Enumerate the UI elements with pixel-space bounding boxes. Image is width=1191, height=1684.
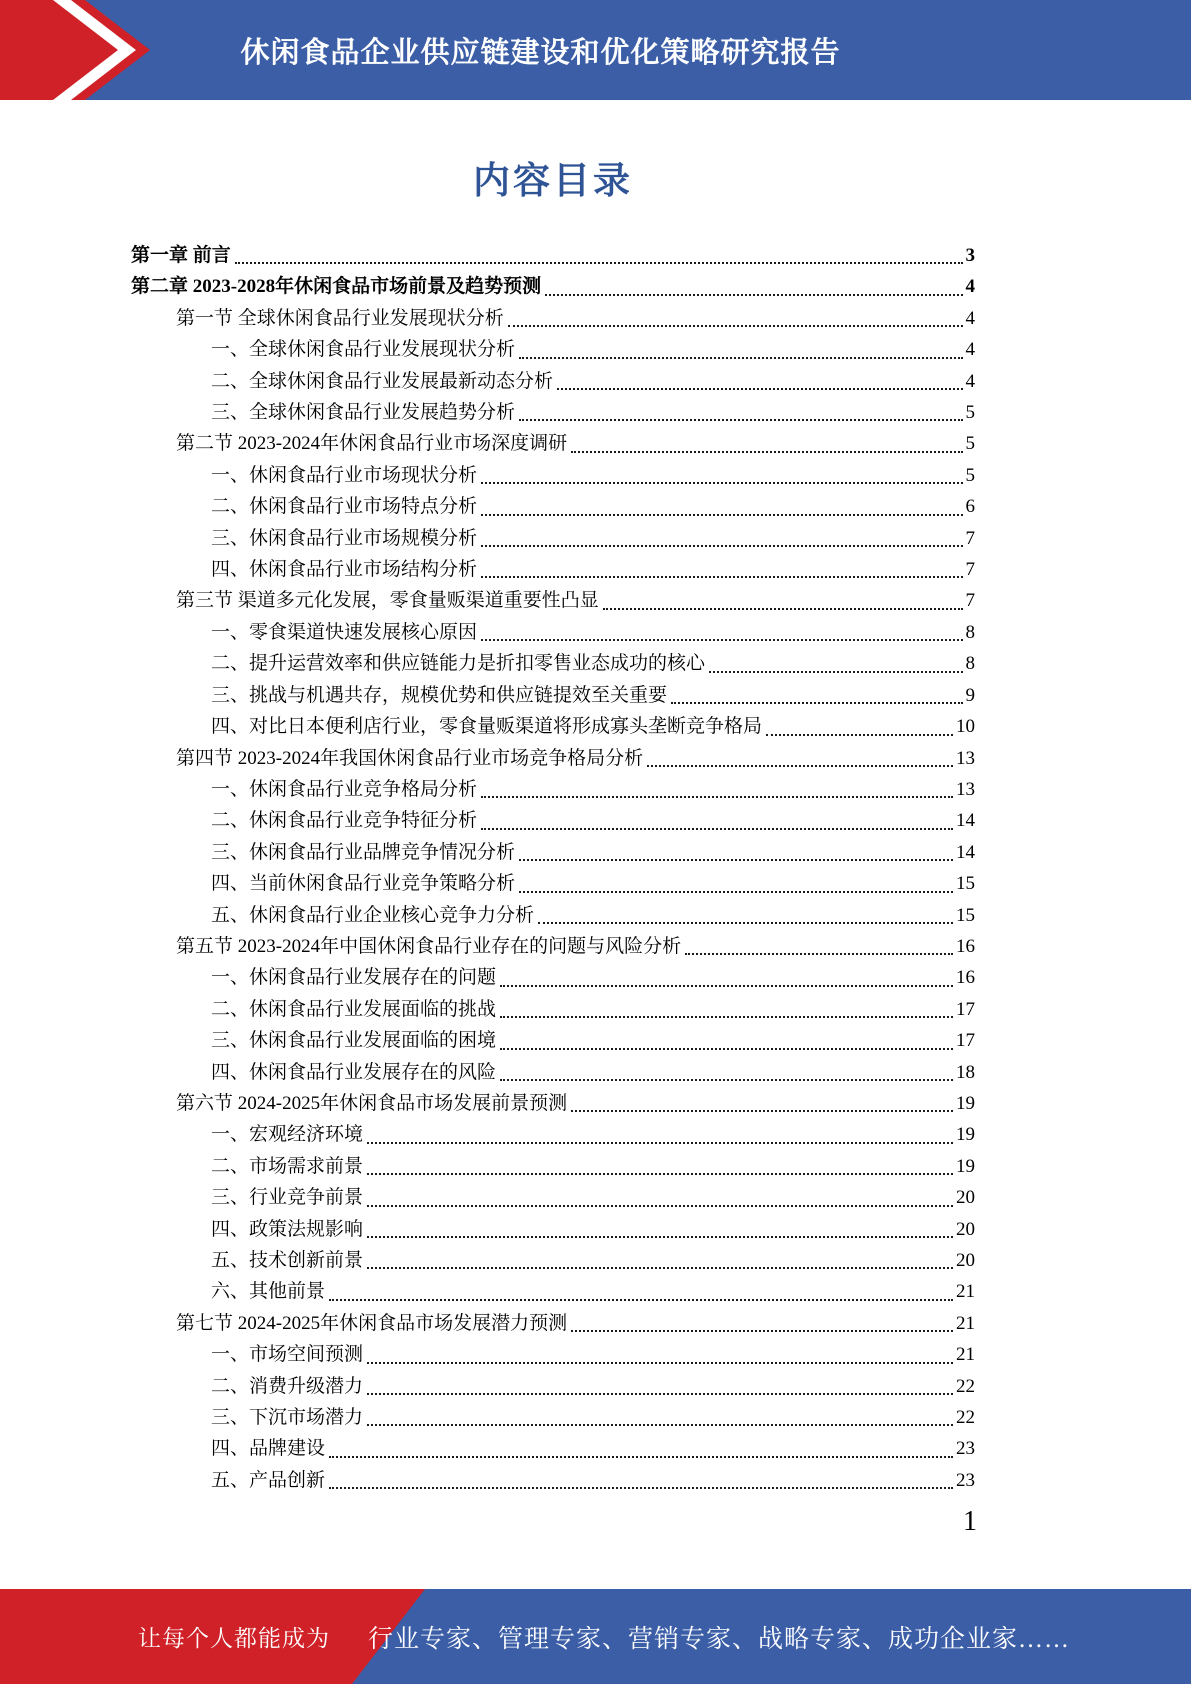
toc-entry-text: 二、休闲食品行业市场特点分析	[211, 496, 478, 518]
toc-entry[interactable]	[131, 1119, 975, 1150]
toc-entry-text: 四、当前休闲食品行业竞争策略分析	[211, 873, 516, 895]
page-header	[0, 0, 1191, 100]
toc-entry[interactable]	[131, 805, 975, 836]
toc-entry[interactable]	[131, 1245, 975, 1276]
toc-dot-leader	[519, 397, 962, 421]
toc-dot-leader	[481, 554, 962, 578]
toc-entry-text: 第一章 前言	[131, 245, 231, 266]
toc-entry-text: 第三节 渠道多元化发展，零食量贩渠道重要性凸显	[176, 590, 599, 612]
toc-entry-page: 8	[965, 653, 975, 675]
toc-entry-page: 5	[965, 433, 975, 455]
toc-dot-leader	[685, 931, 953, 955]
toc-dot-leader	[481, 774, 953, 798]
toc-entry-text: 二、市场需求前景	[211, 1155, 364, 1177]
toc-dot-leader	[481, 460, 962, 484]
toc-entry-text: 一、休闲食品行业市场现状分析	[211, 464, 478, 486]
toc-list	[131, 240, 975, 1496]
toc-entry[interactable]	[131, 523, 975, 554]
toc-entry-text: 一、宏观经济环境	[211, 1124, 364, 1146]
toc-entry-text: 四、品牌建设	[211, 1438, 326, 1460]
toc-entry[interactable]	[131, 397, 975, 428]
toc-entry[interactable]	[131, 743, 975, 774]
toc-dot-leader	[367, 1402, 953, 1426]
toc-entry-page: 14	[956, 810, 975, 832]
toc-entry-text: 一、零食渠道快速发展核心原因	[211, 621, 478, 643]
toc-dot-leader	[481, 523, 962, 547]
page-number: 1	[963, 1506, 977, 1537]
toc-entry[interactable]	[131, 617, 975, 648]
toc-entry-page: 20	[956, 1218, 975, 1240]
toc-entry[interactable]	[131, 271, 975, 302]
toc-entry-text: 三、下沉市场潜力	[211, 1407, 364, 1429]
toc-entry-page: 21	[956, 1312, 975, 1334]
toc-dot-leader	[519, 868, 953, 892]
toc-entry-text: 第一节 全球休闲食品行业发展现状分析	[176, 307, 504, 329]
toc-dot-leader	[367, 1182, 953, 1206]
toc-entry-page: 7	[965, 527, 975, 549]
toc-entry-page: 13	[956, 778, 975, 800]
toc-entry-text: 三、全球休闲食品行业发展趋势分析	[211, 402, 516, 424]
toc-entry-page: 4	[965, 307, 975, 329]
toc-dot-leader	[766, 711, 953, 735]
toc-entry-page: 17	[956, 1030, 975, 1052]
toc-dot-leader	[571, 1308, 953, 1332]
toc-entry-page: 19	[956, 1155, 975, 1177]
toc-entry-page: 23	[956, 1438, 975, 1460]
toc-dot-leader	[519, 837, 953, 861]
toc-entry-page: 17	[956, 998, 975, 1020]
toc-entry-page: 16	[956, 967, 975, 989]
toc-entry[interactable]	[131, 240, 975, 271]
toc-entry-page: 3	[965, 245, 975, 266]
toc-entry[interactable]	[131, 1214, 975, 1245]
toc-entry[interactable]	[131, 1182, 975, 1213]
toc-dot-leader	[545, 271, 962, 295]
toc-entry-page: 9	[965, 684, 975, 706]
footer-slogan-left: 让每个人都能成为	[138, 1626, 330, 1651]
toc-entry-page: 22	[956, 1375, 975, 1397]
toc-entry[interactable]	[131, 962, 975, 993]
toc-dot-leader	[519, 334, 962, 358]
toc-entry-page: 4	[965, 339, 975, 361]
toc-dot-leader	[500, 1057, 953, 1081]
toc-entry[interactable]	[131, 1151, 975, 1182]
page-footer	[0, 1589, 1191, 1684]
toc-dot-leader	[329, 1433, 953, 1457]
toc-entry[interactable]	[131, 711, 975, 742]
toc-entry-page: 14	[956, 841, 975, 863]
toc-entry-page: 8	[965, 621, 975, 643]
toc-dot-leader	[571, 428, 962, 452]
toc-entry[interactable]	[131, 303, 975, 334]
toc-entry-page: 7	[965, 590, 975, 612]
toc-dot-leader	[367, 1151, 953, 1175]
toc-dot-leader	[508, 303, 963, 327]
toc-entry-text: 五、技术创新前景	[211, 1250, 364, 1271]
toc-entry[interactable]	[131, 554, 975, 585]
toc-dot-leader	[329, 1276, 953, 1300]
footer-slogan-right: 行业专家、管理专家、营销专家、战略专家、成功企业家……	[368, 1625, 1071, 1653]
toc-dot-leader	[538, 900, 953, 924]
toc-dot-leader	[367, 1371, 953, 1395]
toc-entry-text: 六、其他前景	[211, 1281, 326, 1303]
toc-entry-page: 15	[956, 873, 975, 895]
toc-entry-page: 22	[956, 1407, 975, 1429]
toc-entry[interactable]	[131, 1339, 975, 1370]
toc-entry-text: 三、休闲食品行业市场规模分析	[211, 527, 478, 549]
toc-entry-text: 第五节 2023-2024年中国休闲食品行业存在的问题与风险分析	[176, 935, 682, 957]
toc-entry[interactable]	[131, 1088, 975, 1119]
toc-entry-page: 19	[956, 1124, 975, 1146]
toc-entry[interactable]	[131, 1025, 975, 1056]
toc-dot-leader	[500, 994, 953, 1018]
toc-entry[interactable]	[131, 585, 975, 616]
report-title: 休闲食品企业供应链建设和优化策略研究报告	[240, 36, 841, 69]
toc-entry-text: 一、休闲食品行业竞争格局分析	[211, 778, 478, 800]
toc-entry-text: 三、休闲食品行业品牌竞争情况分析	[211, 841, 516, 863]
toc-entry-text: 一、全球休闲食品行业发展现状分析	[211, 339, 516, 361]
toc-entry[interactable]	[131, 491, 975, 522]
toc-entry-text: 二、全球休闲食品行业发展最新动态分析	[211, 370, 554, 392]
toc-entry[interactable]	[131, 1433, 975, 1464]
toc-entry[interactable]	[131, 460, 975, 491]
toc-dot-leader	[671, 680, 962, 704]
toc-entry-text: 四、对比日本便利店行业，零食量贩渠道将形成寡头垄断竞争格局	[211, 716, 763, 738]
toc-dot-leader	[647, 743, 953, 767]
toc-dot-leader	[481, 805, 953, 829]
toc-entry[interactable]	[131, 1308, 975, 1339]
toc-dot-leader	[481, 491, 962, 515]
toc-entry-page: 23	[956, 1469, 975, 1491]
toc-entry[interactable]	[131, 994, 975, 1025]
toc-entry-text: 二、休闲食品行业竞争特征分析	[211, 810, 478, 832]
toc-entry-page: 20	[956, 1250, 975, 1271]
toc-entry[interactable]	[131, 900, 975, 931]
toc-entry-page: 4	[965, 370, 975, 392]
toc-entry-text: 二、消费升级潜力	[211, 1375, 364, 1397]
toc-entry[interactable]	[131, 428, 975, 459]
toc-entry-text: 二、休闲食品行业发展面临的挑战	[211, 998, 497, 1020]
toc-entry-page: 15	[956, 904, 975, 926]
toc-entry-page: 4	[965, 276, 975, 298]
toc-entry-text: 第二章 2023-2028年休闲食品市场前景及趋势预测	[131, 276, 542, 298]
toc-entry-page: 6	[965, 496, 975, 518]
toc-dot-leader	[367, 1245, 953, 1269]
toc-entry-text: 三、挑战与机遇共存，规模优势和供应链提效至关重要	[211, 684, 668, 706]
toc-entry[interactable]	[131, 868, 975, 899]
toc-dot-leader	[571, 1088, 953, 1112]
toc-dot-leader	[500, 1025, 953, 1049]
toc-entry[interactable]	[131, 1057, 975, 1088]
toc-entry-text: 五、休闲食品行业企业核心竞争力分析	[211, 904, 535, 926]
toc-dot-leader	[603, 585, 963, 609]
toc-entry[interactable]	[131, 837, 975, 868]
toc-entry-page: 20	[956, 1187, 975, 1209]
toc-entry-page: 10	[956, 716, 975, 738]
toc-entry[interactable]	[131, 366, 975, 397]
toc-entry-text: 一、市场空间预测	[211, 1344, 364, 1366]
toc-entry-text: 三、休闲食品行业发展面临的困境	[211, 1030, 497, 1052]
toc-entry-text: 五、产品创新	[211, 1469, 326, 1491]
toc-entry-page: 13	[956, 747, 975, 769]
toc-dot-leader	[367, 1214, 953, 1238]
toc-entry-page: 7	[965, 559, 975, 581]
toc-entry[interactable]	[131, 931, 975, 962]
toc-entry[interactable]	[131, 1465, 975, 1496]
toc-entry-text: 四、休闲食品行业发展存在的风险	[211, 1061, 497, 1083]
toc-entry[interactable]	[131, 774, 975, 805]
toc-entry[interactable]	[131, 680, 975, 711]
toc-entry-text: 一、休闲食品行业发展存在的问题	[211, 967, 497, 989]
toc-entry-text: 第四节 2023-2024年我国休闲食品行业市场竞争格局分析	[176, 747, 644, 769]
toc-entry[interactable]	[131, 1276, 975, 1307]
toc-dot-leader	[709, 648, 962, 672]
toc-entry-text: 四、休闲食品行业市场结构分析	[211, 559, 478, 581]
toc-entry[interactable]	[131, 648, 975, 679]
toc-dot-leader	[235, 240, 963, 264]
toc-entry-text: 第七节 2024-2025年休闲食品市场发展潜力预测	[176, 1312, 568, 1334]
toc-entry[interactable]	[131, 1402, 975, 1433]
toc-entry-text: 二、提升运营效率和供应链能力是折扣零售业态成功的核心	[211, 653, 706, 675]
toc-entry[interactable]	[131, 1371, 975, 1402]
toc-entry-page: 19	[956, 1092, 975, 1114]
toc-entry-page: 5	[965, 402, 975, 424]
toc-heading: 内容目录	[473, 161, 633, 202]
toc-entry-text: 第六节 2024-2025年休闲食品市场发展前景预测	[176, 1092, 568, 1114]
toc-entry-page: 16	[956, 935, 975, 957]
toc-dot-leader	[481, 617, 962, 641]
toc-entry[interactable]	[131, 334, 975, 365]
toc-entry-text: 第二节 2023-2024年休闲食品行业市场深度调研	[176, 433, 568, 455]
toc-entry-page: 21	[956, 1281, 975, 1303]
toc-dot-leader	[500, 962, 953, 986]
toc-dot-leader	[367, 1119, 953, 1143]
toc-dot-leader	[367, 1339, 953, 1363]
toc-entry-page: 18	[956, 1061, 975, 1083]
toc-dot-leader	[329, 1465, 953, 1489]
toc-dot-leader	[557, 366, 962, 390]
toc-entry-page: 5	[965, 464, 975, 486]
toc-entry-text: 三、行业竞争前景	[211, 1187, 364, 1209]
toc-entry-text: 四、政策法规影响	[211, 1218, 364, 1240]
toc-entry-page: 21	[956, 1344, 975, 1366]
